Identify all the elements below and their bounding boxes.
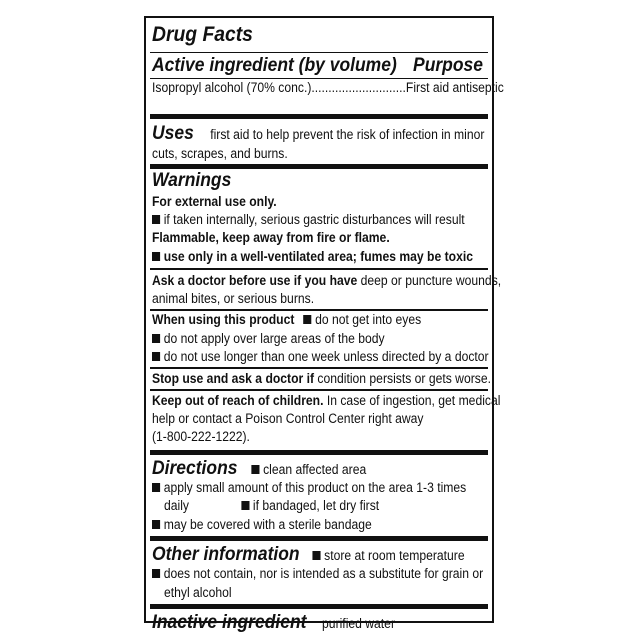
active-ingredient-heading: Active ingredient (by volume) xyxy=(152,55,397,76)
ingredient-name: Isopropyl alcohol (70% conc.) xyxy=(152,80,312,95)
warnings-divider xyxy=(150,389,488,391)
stop-use-row: Stop use and ask a doctor if condition persists or gets worse. xyxy=(152,371,491,386)
drug-facts-title: Drug Facts xyxy=(152,23,253,46)
covered-row: may be covered with a sterile bandage xyxy=(152,517,372,533)
section-rule xyxy=(150,164,488,169)
bullet-icon xyxy=(152,334,160,343)
uses-heading: Uses xyxy=(152,123,194,144)
warnings-divider xyxy=(150,268,488,270)
bullet-icon xyxy=(152,352,160,361)
contains-row: does not contain, nor is intended as a substitute for grain or xyxy=(152,566,483,582)
section-rule xyxy=(150,450,488,455)
purpose-heading: Purpose xyxy=(413,55,483,76)
contains-row-2: ethyl alcohol xyxy=(164,585,232,600)
leader-dots: ............................ xyxy=(311,80,406,95)
apply-row: apply small amount of this product on the area 1-3 times xyxy=(152,480,466,496)
keep-out-row: Keep out of reach of children. In case of ingestion, get medical xyxy=(152,393,501,408)
active-divider xyxy=(150,78,488,79)
other-info-row-1 xyxy=(152,544,474,566)
uses-text-2: cuts, scrapes, and burns. xyxy=(152,146,288,161)
warnings-divider xyxy=(150,367,488,369)
when-using-row: When using this product do not get into eyes xyxy=(152,312,422,327)
inactive-heading: Inactive ingredient xyxy=(152,612,307,633)
bullet-icon xyxy=(313,551,321,560)
inactive-row xyxy=(152,612,399,634)
title-divider xyxy=(150,52,488,53)
directions-heading: Directions xyxy=(152,458,238,479)
warnings-divider xyxy=(150,309,488,311)
bullet-icon xyxy=(152,569,160,578)
flammable-warning: Flammable, keep away from fire or flame. xyxy=(152,230,390,245)
large-areas-row: do not apply over large areas of the body xyxy=(152,331,385,347)
ventilated-warning: use only in a well-ventilated area; fumes may be toxic xyxy=(152,249,473,265)
directions-row-1 xyxy=(152,458,373,480)
keep-out-row-2: help or contact a Poison Control Center right away xyxy=(152,411,424,426)
section-rule xyxy=(150,536,488,541)
one-week-row: do not use longer than one week unless directed by a doctor xyxy=(152,349,489,365)
bullet-icon xyxy=(152,252,160,261)
bullet-icon xyxy=(241,501,249,510)
ask-doctor-row-2: animal bites, or serious burns. xyxy=(152,291,315,306)
section-rule xyxy=(150,604,488,609)
store-text: store at room temperature xyxy=(324,548,466,563)
ingredient-purpose: First aid antiseptic xyxy=(405,80,504,95)
inactive-value: purified water xyxy=(321,616,395,631)
drug-facts-panel xyxy=(144,16,504,633)
external-use: For external use only. xyxy=(152,194,277,209)
bullet-icon xyxy=(152,520,160,529)
uses-text-1: first aid to help prevent the risk of infection in minor xyxy=(210,127,485,142)
bullet-icon xyxy=(152,483,160,492)
bullet-icon xyxy=(303,315,311,324)
active-ingredient-row xyxy=(152,80,504,96)
poison-control-phone: (1-800-222-1222). xyxy=(152,429,250,444)
apply-row-2: daily if bandaged, let dry first xyxy=(164,498,380,513)
other-info-heading: Other information xyxy=(152,544,300,565)
clean-area-text: clean affected area xyxy=(263,462,367,477)
ask-doctor-row: Ask a doctor before use if you have deep or puncture wounds, xyxy=(152,273,502,288)
internal-warning: if taken internally, serious gastric disturbances will result xyxy=(152,212,465,228)
bullet-icon xyxy=(251,465,259,474)
warnings-heading: Warnings xyxy=(152,170,232,191)
bullet-icon xyxy=(152,215,160,224)
uses-row-1 xyxy=(152,123,500,145)
section-rule xyxy=(150,114,488,119)
